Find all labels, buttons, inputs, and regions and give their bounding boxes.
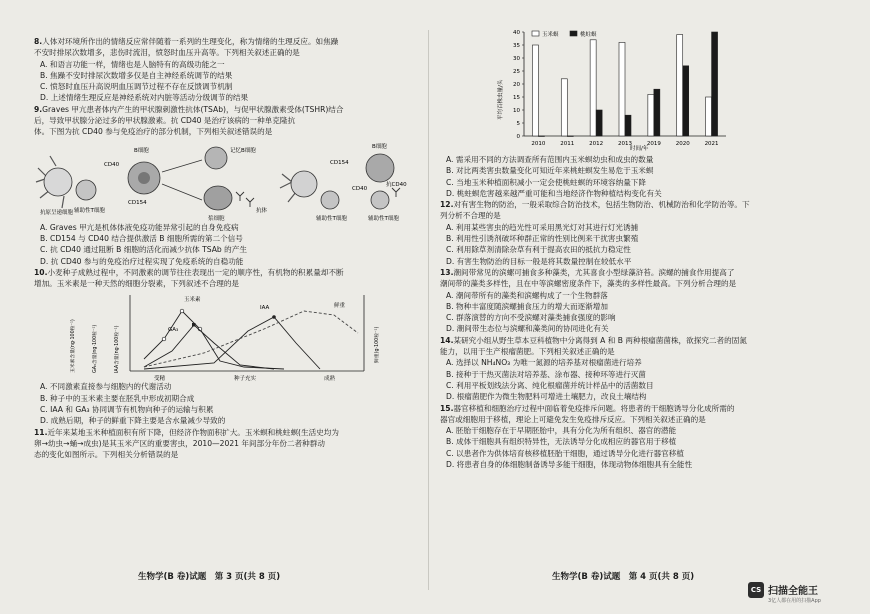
q8-line-2: 不安时排尿次数增多，悲伤时流泪，愤怒时血压升高等。下列相关叙述正确的是 <box>34 48 300 58</box>
bar-peach-borer-2010 <box>538 136 544 137</box>
helper-t-label-1: 辅助性T细胞 <box>74 207 105 214</box>
label-fresh-weight: 鲜重 <box>334 303 346 310</box>
q9-line-2: 后，导致甲状腺分泌过多的甲状腺激素。抗 CD40 是治疗该病的一种单克隆抗 <box>34 116 296 126</box>
q11-line-2: 卵→幼虫→蛹→成虫)是其玉米产区的重要害虫，2010—2021 年间部分年份二者种群动 <box>34 438 325 448</box>
watermark-title: 扫描全能王 <box>768 586 818 597</box>
q8-line-1: 人体对环境所作出的情绪反应常伴随着一系列的生理变化，称为情绪的生理反应。如焦躁 <box>42 37 339 46</box>
y-label-iaa: IAA含量(ng·100粒⁻¹) <box>115 325 120 374</box>
q15-option-d: D. 将患者自身的体细胞制备诱导多能干细胞，体现动物体细胞具有全能性 <box>446 460 693 470</box>
b-cell-label-1: B细胞 <box>134 147 149 154</box>
q12-line-1: 对有害生物的防治，一般采取综合防治技术，包括生物防治、机械防治和化学防治等。下 <box>453 200 750 210</box>
helper-t-label-3: 辅助性T细胞 <box>368 215 399 222</box>
x-tick-label: 2020 <box>675 141 690 147</box>
q12-option-a: A. 利用某些害虫的趋光性可采用黑光灯对其进行灯光诱捕 <box>446 222 639 232</box>
y-label-zeatin: 玉米素含量(ng·100粒⁻¹) <box>71 319 76 374</box>
q9-option-c: C. 抗 CD40 通过阻断 B 细胞的活化而减少抗体 TSAb 的产生 <box>40 245 247 255</box>
chart-xlabel: 时间/年 <box>630 146 649 152</box>
y-label-ga3: GA₃含量(ng·100粒⁻¹) <box>93 325 98 374</box>
q10-option-c: C. IAA 和 GA₃ 协同调节有机物向种子的运输与积累 <box>40 405 214 415</box>
y-tick-label: 5 <box>516 121 520 127</box>
cd154-label-2: CD154 <box>330 159 349 166</box>
helper-t-cell-3 <box>368 191 399 222</box>
question-9-options <box>34 222 416 267</box>
immune-mechanism-diagram <box>34 138 416 222</box>
question-9: 9.Graves 甲亢患者体内产生的甲状腺刺激性抗体(TSAb)，与促甲状腺激素受体(TSHR)结合 后，导致甲状腺分泌过多的甲状腺激素。抗 CD40 是治疗该病的一种单克隆抗 体。下图为抗 CD40 参与免疫治疗的部分机制，下列相关叙述错误的是 <box>34 104 416 138</box>
apc-label: 抗原呈递细胞 <box>40 209 74 216</box>
x-tick-label: 2013 <box>618 141 632 147</box>
helper-t-label-2: 辅助性T细胞 <box>316 215 347 222</box>
stage-fertilization: 受精 <box>154 376 166 382</box>
question-15: 15.器官移植和细胞治疗过程中面临着免疫排斥问题。将患者的干细胞诱导分化成所需的 器官或细胞用于移植，理论上可避免发生免疫排斥反应。下列相关叙述正确的是 A. 胚胎干细胞存在于早期胚胎中，具有分化为所有组织、器官的潜能 B. 成体干细胞具有组织特异性，无法诱导分化成相应的器官用于移植 C. 以患者作为供体培育核移植胚胎干细胞，通过诱导分化进行器官移植 D. 将患者自身的体细胞制备诱导多能干细胞，体现动物体细胞具有全能性 <box>440 403 832 471</box>
question-12: 12.对有害生物的防治，一般采取综合防治技术，包括生物防治、机械防治和化学防治等。下 列分析不合理的是 A. 利用某些害虫的趋光性可采用黑光灯对其进行灯光诱捕 B. 利用性引诱剂破坏种群正常的性别比例来干扰害虫繁殖 C. 利用除草剂清除杂草有利于提高农田的抵抗力稳定性 D. 有害生物防治的目标一般是将其数量控制在较低水平 <box>440 199 832 267</box>
legend-swatch <box>532 31 539 36</box>
q14-option-a: A. 选择以 NH₄NO₃ 为唯一氮源的培养基对根瘤菌进行培养 <box>446 358 642 368</box>
q14-option-c: C. 利用平板划线法分离、纯化根瘤菌并统计样品中的活菌数目 <box>446 380 654 390</box>
left-column <box>34 36 416 461</box>
b-cell-label-2: B细胞 <box>372 143 387 150</box>
q10-option-d: D. 成熟后期，种子的鲜重下降主要是含水量减少导致的 <box>40 416 226 426</box>
stage-filling: 种子充实 <box>234 376 257 382</box>
y-tick-label: 30 <box>513 56 520 62</box>
q9-line-1: Graves 甲亢患者体内产生的甲状腺刺激性抗体(TSAb)，与促甲状腺激素受体(TSHR)结合 <box>42 104 344 114</box>
chart-ylabel: 平均百株虫量/头 <box>498 79 504 120</box>
q11-option-d: D. 桃蛀螟危害越来越严重可能和当地经济作物种植结构变化有关 <box>446 188 662 198</box>
q8-option-a: A. 和语言功能一样，情绪也是人脑特有的高级功能之一 <box>40 59 225 69</box>
anti-cd40-label: 抗CD40 <box>386 181 407 188</box>
bar-corn-borer-2012 <box>590 40 596 136</box>
bar-peach-borer-2019 <box>654 89 660 136</box>
memory-b-cell <box>205 146 256 169</box>
legend-label: 桃蛀螟 <box>580 32 597 38</box>
q9-line-3: 体。下图为抗 CD40 参与免疫治疗的部分机制，下列相关叙述错误的是 <box>34 127 273 137</box>
question-10-options <box>34 381 416 426</box>
q13-line-2: 潮间带的藻类多样性，且在中等滨螺密度条件下，藻类的多样性最高。下列分析合理的是 <box>440 279 737 289</box>
legend-swatch <box>570 31 577 36</box>
x-tick-label: 2012 <box>589 141 604 147</box>
y-label-fresh-weight: 鲜重(g·100粒⁻¹) <box>375 327 380 364</box>
q14-line-2: 能力，以用于生产根瘤菌肥。下列相关叙述正确的是 <box>440 347 615 357</box>
q11-line-1: 近年来某地玉米种植面积有所下降，但经济作物面积扩大。玉米螟和桃蛀螟(生活史均为 <box>47 427 339 437</box>
q9-option-a: A. Graves 甲亢是机体体液免疫功能异常引起的自身免疫病 <box>40 222 239 232</box>
q12-option-b: B. 利用性引诱剂破坏种群正常的性别比例来干扰害虫繁殖 <box>446 234 639 244</box>
q13-option-a: A. 潮间带所有的藻类和滨螺构成了一个生物群落 <box>446 290 608 300</box>
y-tick-label: 40 <box>513 30 520 36</box>
q10-line-2: 增加。玉米素是一种天然的细胞分裂素，下列叙述不合理的是 <box>34 279 240 289</box>
bar-corn-borer-2020 <box>677 35 683 136</box>
question-11: 11.近年来某地玉米种植面积有所下降，但经济作物面积扩大。玉米螟和桃蛀螟(生活史均为 卵→幼虫→蛹→成虫)是其玉米产区的重要害虫，2010—2021 年间部分年份二者种群动 态的变化如图所示。下列相关分析错误的是 <box>34 427 416 461</box>
question-8: 8.人体对环境所作出的情绪反应常伴随着一系列的生理变化，称为情绪的生理反应。如焦躁 不安时排尿次数增多，悲伤时流泪，愤怒时血压升高等。下列相关叙述正确的是 A. 和语言功能一样，情绪也是人脑特有的高级功能之一 B. 焦躁不安时排尿次数增多仅是自主神经系统调节的结果 C. 愤怒时血压升高说明血压调节过程不存在反馈调节机制 D. 上述情绪生理反应是神经系统对内脏等活动分级调节的结果 <box>34 36 416 104</box>
camscanner-icon: CS <box>748 582 764 598</box>
y-tick-label: 25 <box>513 69 520 75</box>
q9-option-d: D. 抗 CD40 参与的免疫治疗过程实现了免疫系统的自稳功能 <box>40 256 244 266</box>
q14-line-1: 某研究小组从野生草本豆科植物中分离得到 A 和 B 两种根瘤菌菌株，欲探究二者的固氮 <box>453 335 747 345</box>
x-tick-label: 2019 <box>646 141 661 147</box>
q14-option-b: B. 接种于干热灭菌法对培养基、涂布器、接种环等进行灭菌 <box>446 369 646 379</box>
label-zeatin: 玉米素 <box>184 297 201 304</box>
bar-corn-borer-2010 <box>532 45 538 136</box>
footer-left: 生物学(B 卷)试题 第 3 页(共 8 页) <box>138 572 281 582</box>
q13-option-c: C. 群落演替的方向不受滨螺对藻类捕食强度的影响 <box>446 313 616 323</box>
apc-cell-2 <box>280 171 317 202</box>
bar-peach-borer-2012 <box>596 110 602 136</box>
hormone-axes <box>130 295 364 371</box>
bar-peach-borer-2020 <box>683 66 689 136</box>
q12-line-2: 列分析不合理的是 <box>440 211 501 221</box>
plasma-label: 浆细胞 <box>208 215 225 222</box>
q10-line-1: 小麦种子成熟过程中，不同激素的调节往往表现出一定的顺序性，有机物的积累量却不断 <box>47 267 344 277</box>
bar-peach-borer-2013 <box>625 115 631 136</box>
q15-option-c: C. 以患者作为供体培育核移植胚胎干细胞，通过诱导分化进行器官移植 <box>446 448 684 458</box>
q8-option-c: C. 愤怒时血压升高说明血压调节过程不存在反馈调节机制 <box>40 82 233 92</box>
question-10: 10.小麦种子成熟过程中，不同激素的调节往往表现出一定的顺序性，有机物的积累量却不断 增加。玉米素是一种天然的细胞分裂素，下列叙述不合理的是 <box>34 267 416 290</box>
y-tick-label: 10 <box>513 108 520 114</box>
pest-population-chart <box>490 24 790 154</box>
bar-corn-borer-2019 <box>648 94 654 136</box>
right-column <box>440 154 832 470</box>
stage-maturation: 成熟 <box>324 376 336 382</box>
helper-t-cell-1 <box>74 180 105 214</box>
q8-option-b: B. 焦躁不安时排尿次数增多仅是自主神经系统调节的结果 <box>40 70 233 80</box>
q11-option-a: A. 需采用不同的方法调查所有范围内玉米螟幼虫和成虫的数量 <box>446 155 654 164</box>
legend-label: 玉米螟 <box>542 32 559 38</box>
bar-corn-borer-2011 <box>561 79 567 136</box>
cd154-label-1: CD154 <box>128 199 147 206</box>
antigen-presenting-cell <box>36 156 74 216</box>
label-iaa: IAA <box>260 305 270 312</box>
q15-line-2: 器官或细胞用于移植，理论上可避免发生免疫排斥反应。下列相关叙述正确的是 <box>440 414 706 424</box>
column-divider <box>428 30 429 590</box>
question-11-options <box>440 154 832 199</box>
helper-t-cell-2 <box>316 191 347 222</box>
anti-cd40 <box>386 180 407 197</box>
q9-option-b: B. CD154 与 CD40 结合提供激活 B 细胞所需的第二个信号 <box>40 233 243 243</box>
q13-option-d: D. 潮间带生态位与滨螺和藻类间的协同进化有关 <box>446 324 609 334</box>
q14-option-d: D. 根瘤菌肥作为微生物肥料可增进土壤肥力，改良土壤结构 <box>446 392 647 402</box>
plasma-cell <box>204 186 232 222</box>
hormone-chart <box>34 289 416 381</box>
bar-corn-borer-2021 <box>706 97 712 136</box>
x-tick-label: 2010 <box>531 141 546 147</box>
q15-option-b: B. 成体干细胞具有组织特异性，无法诱导分化成相应的器官用于移植 <box>446 437 677 447</box>
x-tick-label: 2021 <box>704 141 719 147</box>
cd40-label-1: CD40 <box>104 161 120 168</box>
cd40-label-2: CD40 <box>352 185 368 192</box>
y-tick-label: 35 <box>513 43 520 49</box>
x-tick-label: 2011 <box>560 141 575 147</box>
memory-b-label: 记忆B细胞 <box>230 147 256 154</box>
q15-line-1: 器官移植和细胞治疗过程中面临着免疫排斥问题。将患者的干细胞诱导分化成所需的 <box>453 403 735 413</box>
chart-plot-area <box>513 30 726 147</box>
q15-option-a: A. 胚胎干细胞存在于早期胚胎中，具有分化为所有组织、器官的潜能 <box>446 426 677 436</box>
q11-option-b: B. 对比两类害虫数量变化可知近年来桃蛀螟发生易危于玉米螟 <box>446 166 654 176</box>
q13-option-b: B. 物种丰富度随滨螺捕食压力的增大而逐渐增加 <box>446 301 608 311</box>
q11-line-3: 态的变化如图所示。下列相关分析错误的是 <box>34 450 179 460</box>
bar-corn-borer-2013 <box>619 42 625 136</box>
watermark-subtitle: 3亿人都在用的扫描App <box>768 598 821 604</box>
q10-option-a: A. 不同激素直接参与细胞内的代谢活动 <box>40 382 172 392</box>
y-tick-label: 20 <box>513 82 520 88</box>
question-13: 13.潮间带常见的滨螺可捕食多种藻类，尤其喜食小型绿藻浒苔。滨螺的捕食作用提高了 潮间带的藻类多样性，且在中等滨螺密度条件下，藻类的多样性最高。下列分析合理的是 A. 潮间带所有的藻类和滨螺构成了一个生物群落 B. 物种丰富度随滨螺捕食压力的增大而逐渐增加 C. 群落演替的方向不受滨螺对藻类捕食强度的影响 D. 潮间带生态位与滨螺和藻类间的协同进化有关 <box>440 267 832 335</box>
question-14: 14.某研究小组从野生草本豆科植物中分离得到 A 和 B 两种根瘤菌菌株，欲探究二者的固氮 能力，以用于生产根瘤菌肥。下列相关叙述正确的是 A. 选择以 NH₄NO₃ 为唯一氮源的培养基对根瘤菌进行培养 B. 接种于干热灭菌法对培养基、涂布器、接种环等进行灭菌 C. 利用平板划线法分离、纯化根瘤菌并统计样品中的活菌数目 D. 根瘤菌肥作为微生物肥料可增进土壤肥力，改良土壤结构 <box>440 335 832 403</box>
antibody-icons <box>236 192 268 214</box>
bar-peach-borer-2021 <box>712 32 718 136</box>
label-ga3: GA₃ <box>168 327 179 334</box>
y-tick-label: 15 <box>513 95 520 101</box>
antibody-label: 抗体 <box>256 207 268 214</box>
q10-option-b: B. 种子中的玉米素主要在胚乳中形成初期合成 <box>40 393 195 403</box>
bar-peach-borer-2011 <box>567 136 573 137</box>
b-cell-2 <box>330 142 394 192</box>
b-cell-1 <box>104 146 160 206</box>
scanner-watermark <box>748 578 868 610</box>
q13-line-1: 潮间带常见的滨螺可捕食多种藻类，尤其喜食小型绿藻浒苔。滨螺的捕食作用提高了 <box>453 267 735 277</box>
q12-option-d: D. 有害生物防治的目标一般是将其数量控制在较低水平 <box>446 256 632 266</box>
q8-option-d: D. 上述情绪生理反应是神经系统对内脏等活动分级调节的结果 <box>40 93 249 103</box>
y-tick-label: 0 <box>516 134 520 140</box>
q12-option-c: C. 利用除草剂清除杂草有利于提高农田的抵抗力稳定性 <box>446 245 631 255</box>
q11-option-c: C. 当地玉米种植面积减小一定会使桃蛀螟的环境容纳量下降 <box>446 177 646 187</box>
footer-right: 生物学(B 卷)试题 第 4 页(共 8 页) <box>552 572 695 582</box>
